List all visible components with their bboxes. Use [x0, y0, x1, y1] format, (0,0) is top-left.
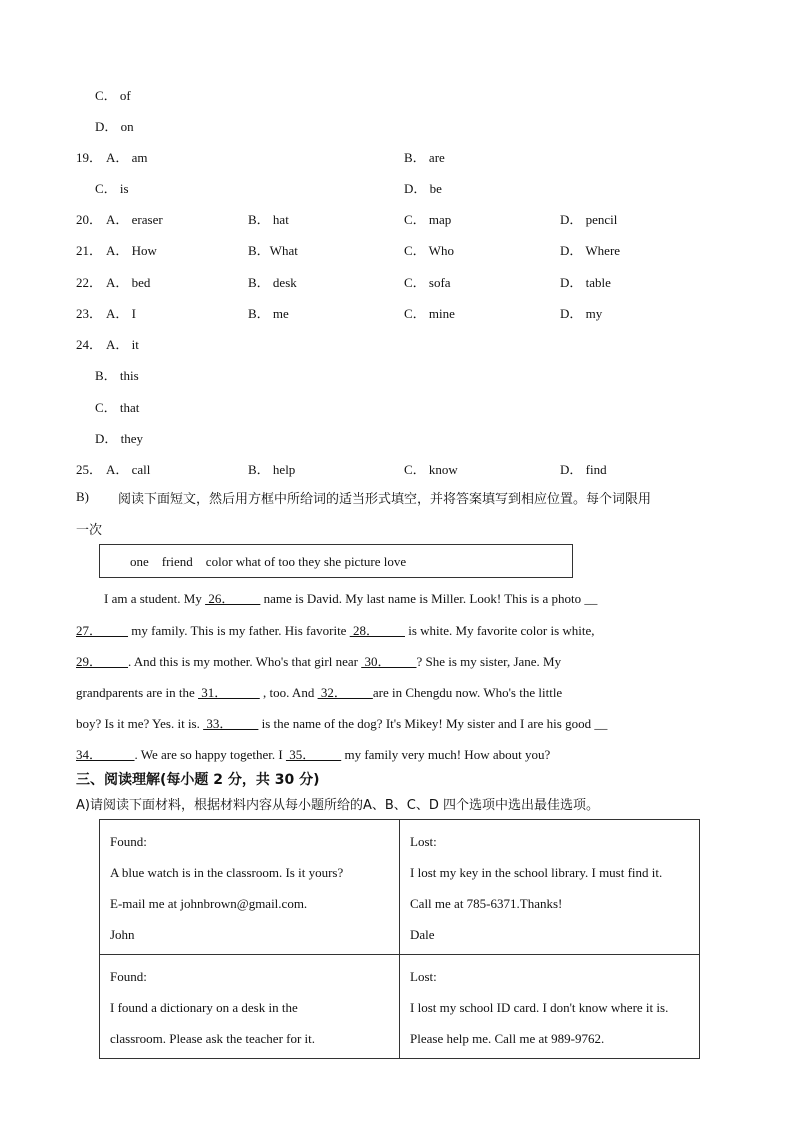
q18-option-c: C． of [95, 88, 131, 103]
notice-found-dictionary [100, 955, 400, 1059]
notice-line: Call me at 785-6371.Thanks! [410, 896, 563, 911]
passage-line-4 [76, 682, 562, 701]
q25-option-a: A． call [106, 462, 151, 477]
notice-signature: John [110, 927, 135, 942]
q21-number: 21． [76, 243, 103, 258]
notice-found-watch [100, 820, 400, 955]
passage-line-5 [76, 713, 607, 732]
q23-option-b: B． me [248, 306, 289, 321]
passage-text: my family very much! How about you? [341, 747, 551, 762]
passage-text: __ [594, 716, 608, 731]
passage-text: . We are so happy together. I [134, 747, 286, 762]
passage-text: is the name of the dog? It's Mikey! My sister and I are his good [258, 716, 595, 731]
notice-heading: Lost: [410, 969, 437, 984]
section-3-instruction: A)请阅读下面材料，根据材料内容从每小题所给的A、B、C、D 四个选项中选出最佳选项。 [76, 798, 599, 813]
q24-option-c: C． that [95, 400, 140, 415]
word-box-words: one friend color what of too they she picture love [130, 554, 407, 569]
q24-number: 24． [76, 337, 103, 352]
blank-26[interactable]: 26． [205, 591, 261, 606]
passage-line-3 [76, 651, 561, 670]
q19-option-a: A． am [106, 150, 148, 165]
q20-option-a: A． eraser [106, 212, 163, 227]
passage-text: name is David. My last name is Miller. Look! This is a photo [260, 591, 585, 606]
notice-signature: Dale [410, 927, 435, 942]
q24-option-b: B． this [95, 368, 139, 383]
notice-line: classroom. Please ask the teacher for it. [110, 1031, 316, 1046]
passage-text: __ [584, 591, 598, 606]
q24-option-a: A． it [106, 337, 139, 352]
q19-number: 19． [76, 150, 103, 165]
q25-option-d: D． find [560, 462, 607, 477]
q20-option-b: B． hat [248, 212, 289, 227]
blank-27[interactable]: 27． [76, 623, 129, 638]
q19-option-b: B． are [404, 150, 445, 165]
q20-option-d: D． pencil [560, 212, 618, 227]
notice-line: E-mail me at johnbrown@gmail.com. [110, 896, 308, 911]
passage-text: boy? Is it me? Yes. it is. [76, 716, 204, 731]
passage-line-1 [104, 588, 597, 607]
section-b-instruction-cont: 一次 [76, 523, 103, 538]
passage-text: grandparents are in the [76, 685, 199, 700]
notice-line: I lost my key in the school library. I must find it. [410, 865, 663, 880]
q24-option-d: D． they [95, 431, 144, 446]
blank-31[interactable]: 31． [198, 685, 260, 700]
blank-33[interactable]: 33． [203, 716, 259, 731]
notice-heading: Found: [110, 969, 147, 984]
q25-option-b: B． help [248, 462, 296, 477]
q20-number: 20． [76, 212, 103, 227]
blank-35[interactable]: 35． [285, 747, 342, 762]
passage-line-6 [76, 744, 550, 763]
table-row [100, 955, 700, 1059]
q22-option-b: B． desk [248, 275, 297, 290]
q23-option-a: A． I [106, 306, 136, 321]
q23-option-d: D． my [560, 306, 603, 321]
q25-number: 25． [76, 462, 103, 477]
q22-number: 22． [76, 275, 103, 290]
q23-option-c: C． mine [404, 306, 455, 321]
q18-option-d: D． on [95, 119, 134, 134]
table-row [100, 820, 700, 955]
word-box [99, 544, 573, 578]
section-3-title: 三、阅读理解(每小题 2 分，共 30 分) [76, 772, 320, 788]
notice-line: A blue watch is in the classroom. Is it yours? [110, 865, 344, 880]
q21-option-a: A． How [106, 243, 157, 258]
passage-text: , too. And [259, 685, 318, 700]
notice-heading: Found: [110, 834, 147, 849]
passage-text: I am a student. My [104, 591, 206, 606]
blank-34[interactable]: 34． [76, 747, 135, 762]
notice-line: I lost my school ID card. I don't know where it is. [410, 1000, 669, 1015]
q22-option-d: D． table [560, 275, 611, 290]
q22-option-c: C． sofa [404, 275, 451, 290]
q21-option-b: B．What [248, 243, 298, 258]
passage-text: are in Chengdu now. Who's the little [372, 685, 563, 700]
notice-heading: Lost: [410, 834, 437, 849]
notice-lost-key [400, 820, 700, 955]
blank-29[interactable]: 29． [76, 654, 129, 669]
q21-option-d: D． Where [560, 243, 621, 258]
passage-line-2 [76, 620, 595, 639]
blank-28[interactable]: 28． [349, 623, 405, 638]
blank-32[interactable]: 32． [317, 685, 373, 700]
blank-30[interactable]: 30． [361, 654, 417, 669]
q19-option-d: D． be [404, 181, 442, 196]
q20-option-c: C． map [404, 212, 452, 227]
passage-text: ? She is my sister, Jane. My [416, 654, 562, 669]
q19-option-c: C． is [95, 181, 129, 196]
passage-text: is white. My favorite color is white, [404, 623, 595, 638]
q25-option-c: C． know [404, 462, 458, 477]
notice-lost-id-card [400, 955, 700, 1059]
section-b-instruction: 阅读下面短文，然后用方框中所给词的适当形式填空，并将答案填写到相应位置。每个词限用 [118, 492, 652, 507]
passage-text: my family. This is my father. His favorite [128, 623, 350, 638]
q21-option-c: C． Who [404, 243, 454, 258]
section-b-label: B) [76, 489, 89, 504]
notices-table [99, 819, 700, 1059]
notice-line: I found a dictionary on a desk in the [110, 1000, 298, 1015]
q22-option-a: A． bed [106, 275, 151, 290]
passage-text: . And this is my mother. Who's that girl near [128, 654, 362, 669]
notice-line: Please help me. Call me at 989-9762. [410, 1031, 605, 1046]
q23-number: 23． [76, 306, 103, 321]
